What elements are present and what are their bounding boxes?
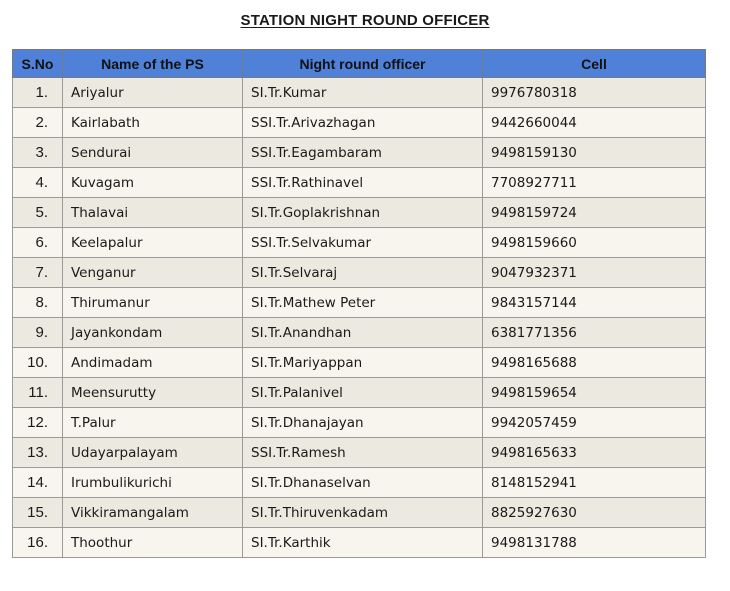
officer-cell: SSI.Tr.Eagambaram — [243, 138, 483, 168]
table-row — [13, 108, 706, 138]
ps-name-cell: Thalavai — [63, 198, 243, 228]
ps-name-cell: Keelapalur — [63, 228, 243, 258]
table-row — [13, 468, 706, 498]
ps-name-cell: Thirumanur — [63, 288, 243, 318]
table-row — [13, 198, 706, 228]
ps-name-cell: Kairlabath — [63, 108, 243, 138]
officer-cell: SSI.Tr.Rathinavel — [243, 168, 483, 198]
sno-cell: 12. — [13, 408, 63, 438]
ps-name-cell: Kuvagam — [63, 168, 243, 198]
ps-name-cell: Udayarpalayam — [63, 438, 243, 468]
ps-name-cell: Jayankondam — [63, 318, 243, 348]
officer-cell: SSI.Tr.Ramesh — [243, 438, 483, 468]
header-officer: Night round officer — [243, 50, 483, 78]
sno-cell: 9. — [13, 318, 63, 348]
ps-name-cell: T.Palur — [63, 408, 243, 438]
table-row — [13, 528, 706, 558]
officer-cell: SI.Tr.Mariyappan — [243, 348, 483, 378]
sno-cell: 14. — [13, 468, 63, 498]
sno-cell: 2. — [13, 108, 63, 138]
header-sno: S.No — [13, 50, 63, 78]
officer-cell: SI.Tr.Kumar — [243, 78, 483, 108]
ps-name-cell: Irumbulikurichi — [63, 468, 243, 498]
table-row — [13, 348, 706, 378]
officer-cell: SI.Tr.Palanivel — [243, 378, 483, 408]
officer-cell: SI.Tr.Mathew Peter — [243, 288, 483, 318]
table-row — [13, 378, 706, 408]
table-row — [13, 138, 706, 168]
ps-name-cell: Andimadam — [63, 348, 243, 378]
sno-cell: 4. — [13, 168, 63, 198]
phone-cell: 9942057459 — [483, 408, 706, 438]
officer-cell: SI.Tr.Goplakrishnan — [243, 198, 483, 228]
sno-cell: 16. — [13, 528, 63, 558]
page-title-text: STATION NIGHT ROUND OFFICER — [240, 12, 490, 29]
table-row — [13, 168, 706, 198]
sno-cell: 5. — [13, 198, 63, 228]
officer-cell: SI.Tr.Anandhan — [243, 318, 483, 348]
table-row — [13, 288, 706, 318]
sno-cell: 7. — [13, 258, 63, 288]
phone-cell: 9442660044 — [483, 108, 706, 138]
phone-cell: 8825927630 — [483, 498, 706, 528]
header-ps-name: Name of the PS — [63, 50, 243, 78]
phone-cell: 9498159654 — [483, 378, 706, 408]
phone-cell: 9498165633 — [483, 438, 706, 468]
officer-cell: SSI.Tr.Arivazhagan — [243, 108, 483, 138]
phone-cell: 9976780318 — [483, 78, 706, 108]
phone-cell: 6381771356 — [483, 318, 706, 348]
table-row — [13, 78, 706, 108]
phone-cell: 9498159724 — [483, 198, 706, 228]
sno-cell: 3. — [13, 138, 63, 168]
sno-cell: 11. — [13, 378, 63, 408]
officer-table — [12, 49, 706, 558]
table-row — [13, 408, 706, 438]
officer-cell: SSI.Tr.Selvakumar — [243, 228, 483, 258]
ps-name-cell: Venganur — [63, 258, 243, 288]
ps-name-cell: Meensurutty — [63, 378, 243, 408]
table-row — [13, 438, 706, 468]
page-title — [0, 12, 730, 29]
sno-cell: 6. — [13, 228, 63, 258]
ps-name-cell: Ariyalur — [63, 78, 243, 108]
ps-name-cell: Thoothur — [63, 528, 243, 558]
sno-cell: 1. — [13, 78, 63, 108]
table-row — [13, 258, 706, 288]
phone-cell: 9498159660 — [483, 228, 706, 258]
officer-cell: SI.Tr.Karthik — [243, 528, 483, 558]
phone-cell: 9843157144 — [483, 288, 706, 318]
table-row — [13, 318, 706, 348]
sno-cell: 15. — [13, 498, 63, 528]
header-cell: Cell — [483, 50, 706, 78]
ps-name-cell: Sendurai — [63, 138, 243, 168]
sno-cell: 13. — [13, 438, 63, 468]
sno-cell: 8. — [13, 288, 63, 318]
officer-cell: SI.Tr.Thiruvenkadam — [243, 498, 483, 528]
phone-cell: 9498165688 — [483, 348, 706, 378]
officer-cell: SI.Tr.Dhanajayan — [243, 408, 483, 438]
table-row — [13, 228, 706, 258]
phone-cell: 9047932371 — [483, 258, 706, 288]
ps-name-cell: Vikkiramangalam — [63, 498, 243, 528]
table-header-row — [13, 50, 706, 78]
phone-cell: 8148152941 — [483, 468, 706, 498]
phone-cell: 9498159130 — [483, 138, 706, 168]
officer-cell: SI.Tr.Selvaraj — [243, 258, 483, 288]
table-row — [13, 498, 706, 528]
sno-cell: 10. — [13, 348, 63, 378]
officer-cell: SI.Tr.Dhanaselvan — [243, 468, 483, 498]
phone-cell: 7708927711 — [483, 168, 706, 198]
phone-cell: 9498131788 — [483, 528, 706, 558]
